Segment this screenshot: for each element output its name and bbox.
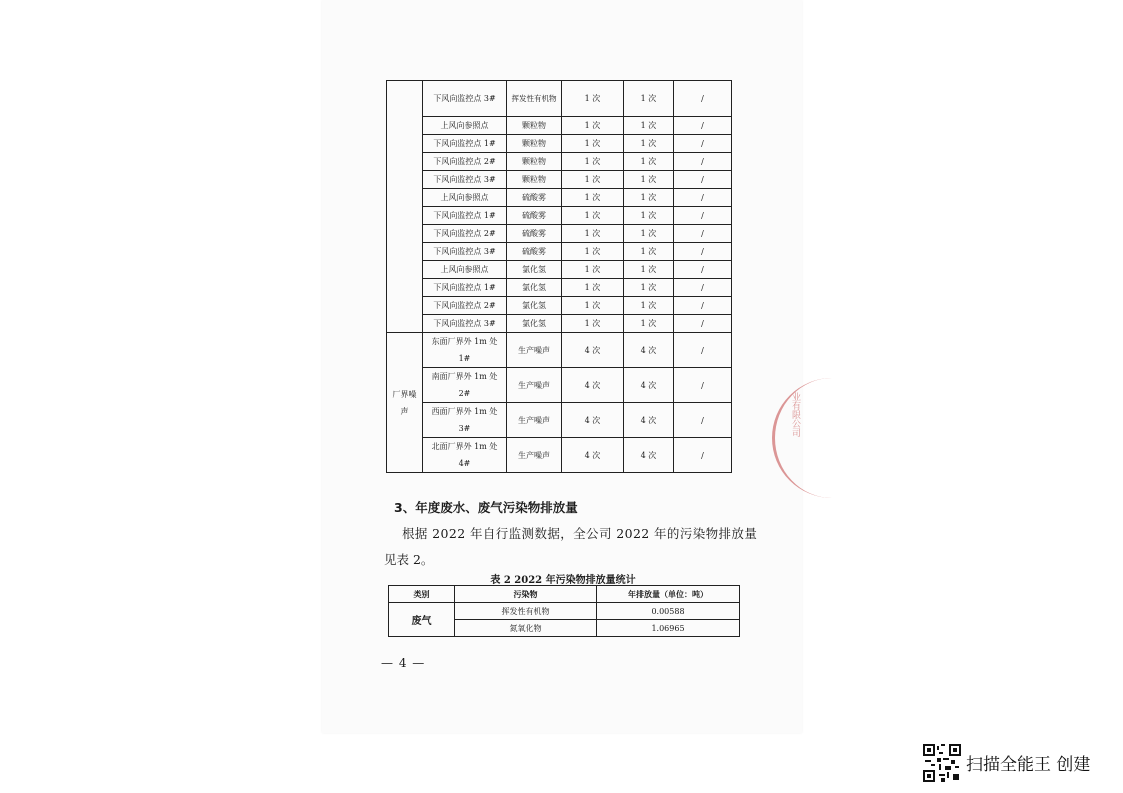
actual-frequency-cell: 1 次: [624, 135, 674, 153]
actual-frequency-cell: 1 次: [624, 279, 674, 297]
header-cell: 年排放量（单位：吨）: [597, 586, 740, 603]
pollutant-cell: 氮氧化物: [455, 620, 597, 637]
table-caption: 表 2 2022 年污染物排放量统计: [490, 575, 636, 586]
pollutant-cell: 挥发性有机物: [455, 603, 597, 620]
planned-frequency-cell: 4 次: [562, 333, 624, 368]
pollutant-cell: 氯化氢: [507, 297, 562, 315]
pollutant-cell: 挥发性有机物: [507, 81, 562, 117]
table-row: [387, 438, 732, 473]
pollutant-cell: 生产噪声: [507, 438, 562, 473]
actual-frequency-cell: 1 次: [624, 117, 674, 135]
monitoring-point-cell: 下风向监控点 3#: [423, 81, 507, 117]
actual-frequency-cell: 1 次: [624, 315, 674, 333]
pollutant-cell: 颗粒物: [507, 153, 562, 171]
actual-frequency-cell: 1 次: [624, 81, 674, 117]
table-row: [387, 261, 732, 279]
scanner-watermark: 扫描全能王 创建: [966, 755, 1091, 775]
note-cell: /: [674, 153, 732, 171]
actual-frequency-cell: 1 次: [624, 189, 674, 207]
seal-text: 业有限公司: [790, 392, 800, 437]
table-row: [387, 207, 732, 225]
paragraph-line-2: 见表 2。: [384, 552, 434, 567]
planned-frequency-cell: 1 次: [562, 243, 624, 261]
pollutant-cell: 生产噪声: [507, 368, 562, 403]
monitoring-point-cell: 上风向参照点: [423, 189, 507, 207]
planned-frequency-cell: 1 次: [562, 171, 624, 189]
actual-frequency-cell: 4 次: [624, 438, 674, 473]
monitoring-point-cell: 下风向监控点 3#: [423, 171, 507, 189]
actual-frequency-cell: 1 次: [624, 297, 674, 315]
note-cell: /: [674, 279, 732, 297]
note-cell: /: [674, 171, 732, 189]
planned-frequency-cell: 1 次: [562, 81, 624, 117]
planned-frequency-cell: 1 次: [562, 261, 624, 279]
pollutant-cell: 颗粒物: [507, 171, 562, 189]
table-row: [387, 243, 732, 261]
monitoring-point-cell: 下风向监控点 1#: [423, 207, 507, 225]
pollutant-cell: 硫酸雾: [507, 189, 562, 207]
planned-frequency-cell: 4 次: [562, 438, 624, 473]
planned-frequency-cell: 1 次: [562, 297, 624, 315]
table-row: [387, 81, 732, 117]
note-cell: /: [674, 207, 732, 225]
pollutant-cell: 硫酸雾: [507, 225, 562, 243]
planned-frequency-cell: 1 次: [562, 189, 624, 207]
table-row: [387, 225, 732, 243]
pollutant-cell: 氯化氢: [507, 279, 562, 297]
actual-frequency-cell: 1 次: [624, 225, 674, 243]
monitoring-point-cell: 下风向监控点 1#: [423, 135, 507, 153]
paragraph-line-1: 根据 2022 年自行监测数据，全公司 2022 年的污染物排放量: [402, 526, 758, 541]
note-cell: /: [674, 243, 732, 261]
table-row: [389, 603, 740, 620]
planned-frequency-cell: 1 次: [562, 153, 624, 171]
monitoring-point-cell: 南面厂界外 1m 处 2#: [423, 368, 507, 403]
note-cell: /: [674, 189, 732, 207]
monitoring-point-cell: 下风向监控点 2#: [423, 153, 507, 171]
monitoring-point-cell: 下风向监控点 1#: [423, 279, 507, 297]
header-cell: 类别: [389, 586, 455, 603]
actual-frequency-cell: 1 次: [624, 207, 674, 225]
note-cell: /: [674, 81, 732, 117]
header-cell: 污染物: [455, 586, 597, 603]
category-cell: [387, 81, 423, 333]
planned-frequency-cell: 4 次: [562, 403, 624, 438]
pollutant-cell: 硫酸雾: [507, 207, 562, 225]
category-cell: 厂界噪声: [387, 333, 423, 473]
note-cell: /: [674, 297, 732, 315]
monitoring-point-cell: 下风向监控点 2#: [423, 297, 507, 315]
note-cell: /: [674, 261, 732, 279]
monitoring-frequency-table: [386, 80, 732, 473]
amount-cell: 0.00588: [597, 603, 740, 620]
planned-frequency-cell: 1 次: [562, 117, 624, 135]
pollutant-cell: 颗粒物: [507, 135, 562, 153]
monitoring-point-cell: 上风向参照点: [423, 117, 507, 135]
table-row: [387, 135, 732, 153]
pollutant-cell: 颗粒物: [507, 117, 562, 135]
monitoring-point-cell: 北面厂界外 1m 处 4#: [423, 438, 507, 473]
table-row: [387, 333, 732, 368]
pollutant-cell: 生产噪声: [507, 333, 562, 368]
note-cell: /: [674, 403, 732, 438]
actual-frequency-cell: 1 次: [624, 171, 674, 189]
note-cell: /: [674, 438, 732, 473]
monitoring-point-cell: 下风向监控点 3#: [423, 243, 507, 261]
planned-frequency-cell: 1 次: [562, 207, 624, 225]
planned-frequency-cell: 1 次: [562, 315, 624, 333]
table-row: [387, 189, 732, 207]
table-row: [387, 315, 732, 333]
table-row: [387, 171, 732, 189]
planned-frequency-cell: 4 次: [562, 368, 624, 403]
note-cell: /: [674, 315, 732, 333]
planned-frequency-cell: 1 次: [562, 135, 624, 153]
note-cell: /: [674, 368, 732, 403]
table-row: [387, 297, 732, 315]
planned-frequency-cell: 1 次: [562, 279, 624, 297]
table-row: [387, 279, 732, 297]
monitoring-point-cell: 下风向监控点 3#: [423, 315, 507, 333]
actual-frequency-cell: 4 次: [624, 403, 674, 438]
actual-frequency-cell: 4 次: [624, 368, 674, 403]
monitoring-point-cell: 上风向参照点: [423, 261, 507, 279]
actual-frequency-cell: 4 次: [624, 333, 674, 368]
monitoring-point-cell: 东面厂界外 1m 处 1#: [423, 333, 507, 368]
note-cell: /: [674, 117, 732, 135]
table-header-row: [389, 586, 740, 603]
pollutant-cell: 生产噪声: [507, 403, 562, 438]
qr-code-icon: [923, 744, 961, 782]
amount-cell: 1.06965: [597, 620, 740, 637]
note-cell: /: [674, 225, 732, 243]
actual-frequency-cell: 1 次: [624, 153, 674, 171]
actual-frequency-cell: 1 次: [624, 261, 674, 279]
table-row: [387, 368, 732, 403]
monitoring-point-cell: 西面厂界外 1m 处 3#: [423, 403, 507, 438]
pollutant-cell: 硫酸雾: [507, 243, 562, 261]
table-row: [387, 403, 732, 438]
note-cell: /: [674, 333, 732, 368]
actual-frequency-cell: 1 次: [624, 243, 674, 261]
planned-frequency-cell: 1 次: [562, 225, 624, 243]
table-row: [387, 153, 732, 171]
monitoring-point-cell: 下风向监控点 2#: [423, 225, 507, 243]
table-row: [387, 117, 732, 135]
pollutant-cell: 氯化氢: [507, 315, 562, 333]
emission-table: [388, 585, 740, 637]
category-cell: 废气: [389, 603, 455, 637]
section-heading: 3、年度废水、废气污染物排放量: [394, 500, 578, 515]
pollutant-cell: 氯化氢: [507, 261, 562, 279]
page-number: — 4 —: [381, 656, 426, 670]
note-cell: /: [674, 135, 732, 153]
